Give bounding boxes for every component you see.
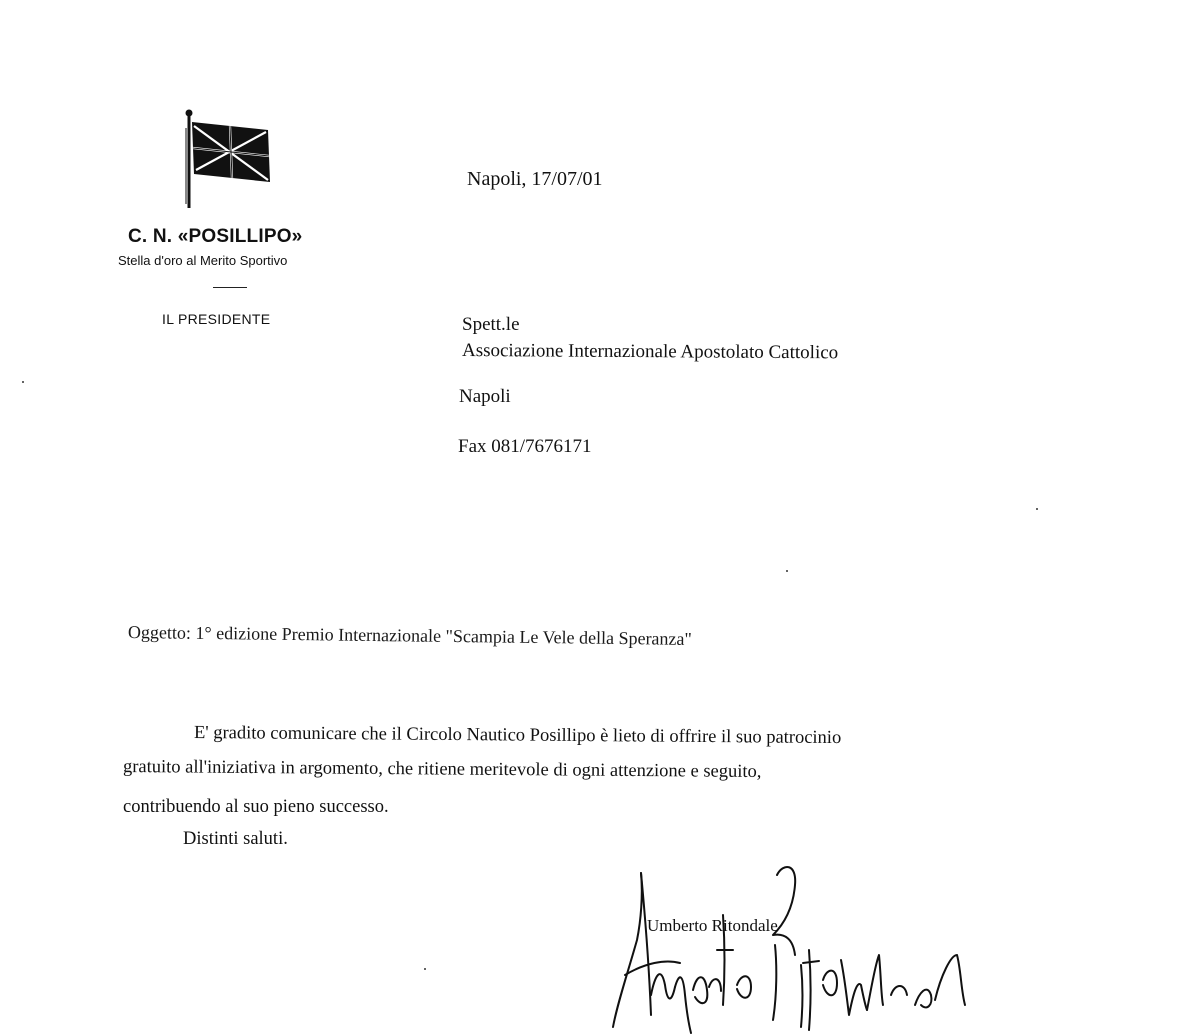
recipient-salutation: Spett.le bbox=[462, 314, 520, 335]
scan-speck bbox=[1036, 508, 1038, 510]
body-line-1: E' gradito comunicare che il Circolo Nautico Posillipo è lieto di offrire il suo patrocinio bbox=[193, 723, 842, 749]
scan-speck bbox=[424, 968, 426, 970]
flag-logo-icon bbox=[180, 108, 276, 212]
scan-speck bbox=[786, 570, 788, 572]
recipient-city: Napoli bbox=[459, 386, 511, 407]
recipient-organization: Associazione Internazionale Apostolato Cattolico bbox=[461, 340, 839, 364]
club-role: IL PRESIDENTE bbox=[162, 311, 271, 327]
signer-name: Umberto Ritondale bbox=[647, 916, 778, 935]
recipient-fax: Fax 081/7676171 bbox=[458, 436, 592, 457]
body-line-3: contribuendo al suo pieno successo. bbox=[123, 797, 389, 817]
club-subtitle: Stella d'oro al Merito Sportivo bbox=[118, 253, 288, 268]
letterhead-divider bbox=[213, 287, 247, 288]
subject-line: Oggetto: 1° edizione Premio Internazionale "Scampia Le Vele della Speranza" bbox=[127, 622, 692, 649]
handwritten-signature-icon bbox=[605, 855, 985, 1034]
scan-speck bbox=[22, 381, 24, 383]
body-line-2: gratuito all'iniziativa in argomento, che ritiene meritevole di ogni attenzione e seguito, bbox=[122, 757, 762, 783]
date-line: Napoli, 17/07/01 bbox=[467, 168, 603, 190]
club-name: C. N. «POSILLIPO» bbox=[128, 226, 303, 247]
closing-line: Distinti saluti. bbox=[183, 829, 288, 849]
